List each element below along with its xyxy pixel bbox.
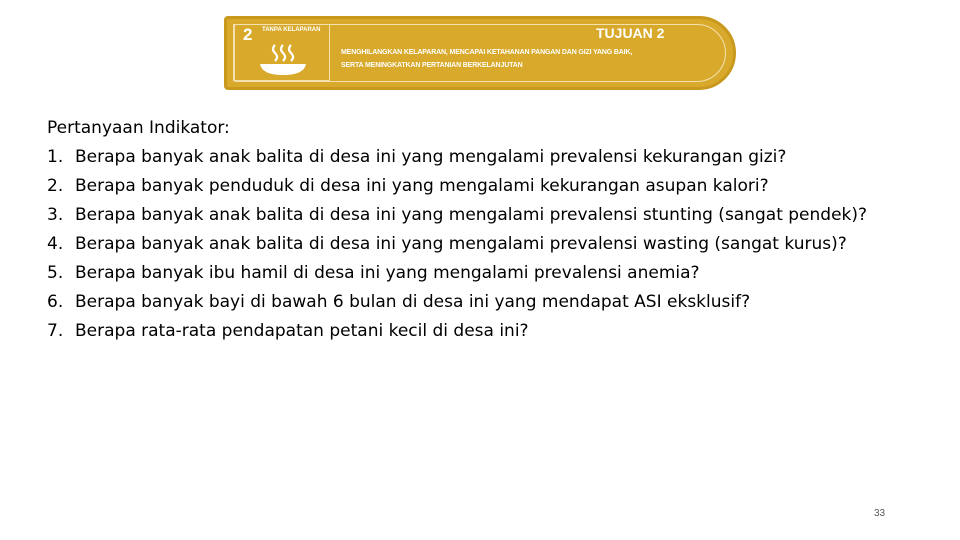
page-number: 33 bbox=[874, 508, 886, 519]
question-text: Berapa banyak penduduk di desa ini yang mengalami kekurangan asupan kalori? bbox=[75, 176, 769, 196]
goal-label: TUJUAN 2 bbox=[596, 25, 665, 41]
question-item bbox=[47, 201, 917, 230]
question-list bbox=[47, 143, 907, 346]
question-text: Berapa banyak ibu hamil di desa ini yang mengalami prevalensi anemia? bbox=[75, 263, 700, 283]
question-item bbox=[47, 172, 917, 201]
question-item bbox=[47, 230, 917, 259]
question-item bbox=[47, 317, 917, 346]
goal-name: TANPA KELAPARAN bbox=[262, 27, 321, 33]
heading: Pertanyaan Indikator: bbox=[47, 118, 230, 138]
goal-description bbox=[341, 46, 731, 72]
question-number: 2. bbox=[47, 176, 64, 196]
question-number: 6. bbox=[47, 292, 64, 312]
question-text: Berapa banyak anak balita di desa ini yang mengalami prevalensi kekurangan gizi? bbox=[75, 147, 787, 167]
question-text: Berapa banyak anak balita di desa ini yang mengalami prevalensi stunting (sangat pendek)? bbox=[75, 205, 868, 225]
question-text: Berapa banyak bayi di bawah 6 bulan di desa ini yang mendapat ASI eksklusif? bbox=[75, 292, 751, 312]
question-item bbox=[47, 143, 917, 172]
question-number: 5. bbox=[47, 263, 64, 283]
goal-description-line: MENGHILANGKAN KELAPARAN, MENCAPAI KETAHANAN PANGAN DAN GIZI YANG BAIK, bbox=[341, 49, 633, 56]
question-text: Berapa rata-rata pendapatan petani kecil di desa ini? bbox=[75, 321, 529, 341]
question-item bbox=[47, 288, 917, 317]
goal-number: 2 bbox=[243, 25, 253, 44]
indicator-questions bbox=[47, 114, 907, 346]
goal-description-line: SERTA MENINGKATKAN PERTANIAN BERKELANJUTAN bbox=[341, 62, 523, 69]
question-number: 3. bbox=[47, 205, 64, 225]
question-number: 1. bbox=[47, 147, 64, 167]
question-number: 7. bbox=[47, 321, 64, 341]
bowl-steam-icon bbox=[256, 42, 310, 78]
question-text: Berapa banyak anak balita di desa ini yang mengalami prevalensi wasting (sangat kurus)? bbox=[75, 234, 847, 254]
question-number: 4. bbox=[47, 234, 64, 254]
question-item bbox=[47, 259, 917, 288]
